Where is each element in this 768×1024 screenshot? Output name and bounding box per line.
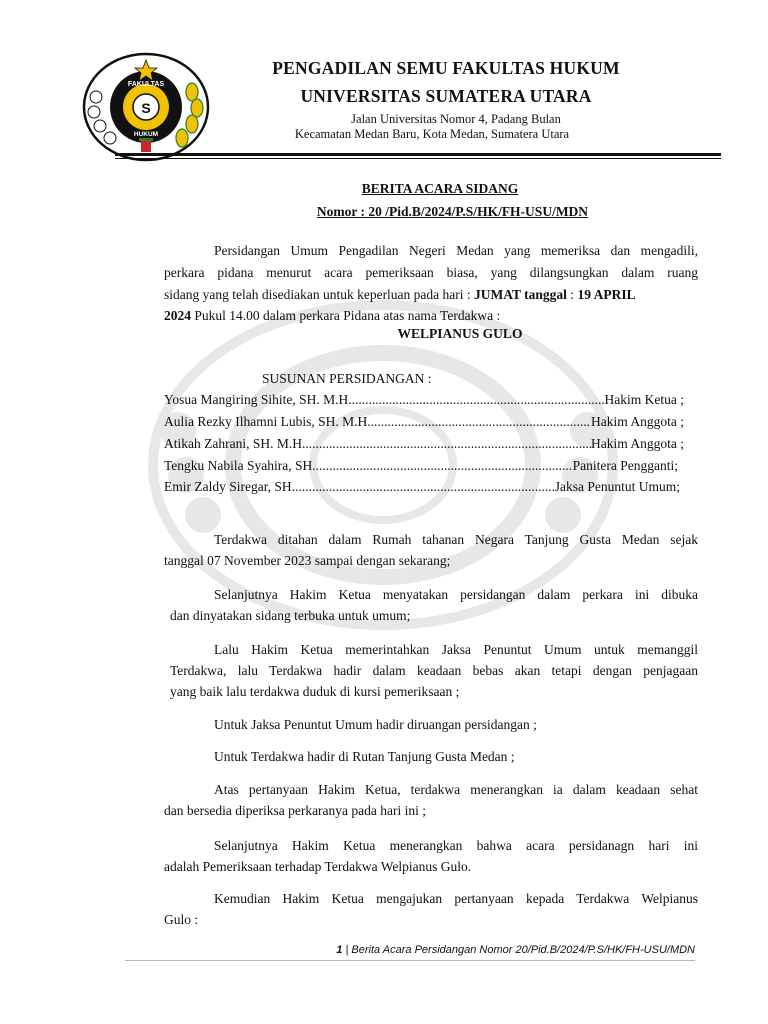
page-footer bbox=[200, 944, 695, 956]
document-number: Nomor : 20 /Pid.B/2024/P.S/HK/FH-USU/MDN bbox=[316, 204, 589, 219]
header-address-line1: Jalan Universitas Nomor 4, Padang Bulan bbox=[351, 112, 561, 126]
paragraph-3-line-3: yang baik lalu terdakwa duduk di kursi pemeriksaan ; bbox=[170, 684, 460, 699]
defendant-name: WELPIANUS GULO bbox=[397, 326, 523, 341]
paragraph-8-line-2: Gulo : bbox=[164, 912, 199, 927]
logo-text-bottom: HUKUM bbox=[133, 131, 159, 138]
paragraph-5: Untuk Terdakwa hadir di Rutan Tanjung Gusta Medan ; bbox=[214, 749, 515, 764]
leader-dots bbox=[367, 414, 591, 430]
member-name: Tengku Nabila Syahira, SH bbox=[164, 458, 313, 473]
leader-dots bbox=[302, 436, 591, 452]
university-logo bbox=[82, 52, 210, 162]
panel-member bbox=[164, 479, 680, 495]
logo-text-top: FAKULTAS bbox=[127, 81, 165, 88]
leader-dots bbox=[348, 392, 604, 408]
header-title-line1: PENGADILAN SEMU FAKULTAS HUKUM bbox=[272, 58, 620, 78]
svg-text:S: S bbox=[141, 100, 151, 116]
page-number: 1 bbox=[336, 944, 343, 956]
intro-line-4 bbox=[164, 305, 500, 327]
member-role: Hakim Anggota ; bbox=[591, 436, 684, 451]
member-role: Jaksa Penuntut Umum; bbox=[554, 479, 680, 494]
paragraph-3-line-2: Terdakwa, lalu Terdakwa hadir dalam keadaan bebas akan tetapi dengan penjagaan bbox=[170, 663, 698, 678]
panel-heading: SUSUNAN PERSIDANGAN : bbox=[262, 371, 432, 386]
member-role: Panitera Pengganti; bbox=[572, 458, 678, 473]
paragraph-7-line-2: adalah Pemeriksaan terhadap Terdakwa Welpianus Gulo. bbox=[164, 859, 472, 874]
paragraph-7-line-1: Selanjutnya Hakim Ketua menerangkan bahwa acara persidanagn hari ini bbox=[214, 838, 698, 853]
leader-dots bbox=[312, 458, 572, 474]
paragraph-2-line-2: dan dinyatakan sidang terbuka untuk umum; bbox=[170, 608, 411, 623]
member-name: Atikah Zahrani, SH. M.H bbox=[164, 436, 302, 451]
intro-line-3 bbox=[164, 284, 636, 306]
document-title: BERITA ACARA SIDANG bbox=[361, 181, 519, 196]
panel-member bbox=[164, 392, 684, 408]
intro-separator: : bbox=[566, 287, 578, 302]
intro-text: sidang yang telah disediakan untuk keperluan pada hari : bbox=[164, 287, 475, 302]
intro-text-end: Pukul 14.00 dalam perkara Pidana atas nama Terdakwa : bbox=[191, 308, 501, 323]
paragraph-1-line-1: Terdakwa ditahan dalam Rumah tahanan Negara Tanjung Gusta Medan sejak bbox=[214, 532, 698, 547]
panel-member bbox=[164, 458, 678, 474]
hearing-date: 19 APRIL bbox=[577, 287, 636, 302]
panel-member bbox=[164, 414, 684, 430]
paragraph-3-line-1: Lalu Hakim Ketua memerintahkan Jaksa Penuntut Umum untuk memanggil bbox=[214, 642, 698, 657]
header-divider-thick bbox=[115, 153, 721, 156]
paragraph-8-line-1: Kemudian Hakim Ketua mengajukan pertanyaan kepada Terdakwa Welpianus bbox=[214, 891, 698, 906]
panel-member bbox=[164, 436, 684, 452]
header-address-line2: Kecamatan Medan Baru, Kota Medan, Sumatera Utara bbox=[294, 127, 570, 141]
member-name: Emir Zaldy Siregar, SH bbox=[164, 479, 292, 494]
member-role: Hakim Ketua ; bbox=[604, 392, 684, 407]
member-name: Yosua Mangiring Sihite, SH. M.H bbox=[164, 392, 349, 407]
intro-line-2: perkara pidana menurut acara pemeriksaan biasa, yang dilangsungkan dalam ruang bbox=[164, 265, 698, 280]
leader-dots bbox=[292, 479, 555, 495]
paragraph-1-line-2: tanggal 07 November 2023 sampai dengan sekarang; bbox=[164, 553, 451, 568]
intro-line-1: Persidangan Umum Pengadilan Negeri Medan yang memeriksa dan mengadili, bbox=[214, 243, 698, 258]
paragraph-6-line-1: Atas pertanyaan Hakim Ketua, terdakwa menerangkan ia dalam keadaan sehat bbox=[214, 782, 698, 797]
paragraph-4: Untuk Jaksa Penuntut Umum hadir diruangan persidangan ; bbox=[214, 717, 537, 732]
footer-separator: | bbox=[342, 944, 352, 956]
footer-divider bbox=[125, 960, 695, 961]
paragraph-6-line-2: dan bersedia diperiksa perkaranya pada hari ini ; bbox=[164, 803, 427, 818]
header-title-line2: UNIVERSITAS SUMATERA UTARA bbox=[300, 86, 592, 106]
hearing-year: 2024 bbox=[164, 308, 191, 323]
hearing-day: JUMAT tanggal bbox=[474, 287, 567, 302]
footer-text: Berita Acara Persidangan Nomor 20/Pid.B/2024/P.S/HK/FH-USU/MDN bbox=[351, 944, 695, 956]
member-name: Aulia Rezky Ilhamni Lubis, SH. M.H bbox=[164, 414, 368, 429]
member-role: Hakim Anggota ; bbox=[591, 414, 684, 429]
header-divider-thin bbox=[115, 158, 721, 159]
paragraph-2-line-1: Selanjutnya Hakim Ketua menyatakan persidangan dalam perkara ini dibuka bbox=[214, 587, 698, 602]
